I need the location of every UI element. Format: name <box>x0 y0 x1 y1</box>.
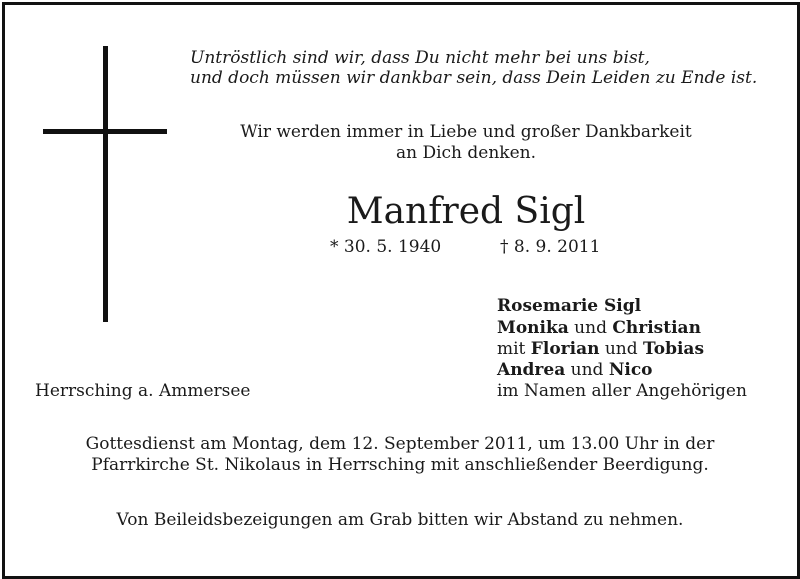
service-line-2: Pfarrkirche St. Nikolaus in Herrsching mit anschließender Beerdigung. <box>91 455 709 475</box>
mourner-name: Rosemarie Sigl <box>497 296 642 316</box>
place-line: Herrsching a. Ammersee <box>35 381 251 401</box>
mourner-line-4 <box>497 360 653 380</box>
mourner-line-1 <box>497 296 641 316</box>
cross-icon-bar <box>43 129 167 134</box>
mourner-name: Nico <box>608 360 653 380</box>
mourner-name: Andrea <box>497 360 566 380</box>
mourner-name: Tobias <box>643 339 705 359</box>
death-date: † 8. 9. 2011 <box>500 237 601 257</box>
mourner-joiner: und <box>565 360 609 380</box>
mourner-prefix: mit <box>497 339 531 359</box>
mourner-name: Christian <box>612 318 701 338</box>
dedication-line-2: an Dich denken. <box>395 143 537 163</box>
birth-date: * 30. 5. 1940 <box>330 237 442 257</box>
mourner-name: Florian <box>530 339 600 359</box>
mourner-name: Monika <box>497 318 569 338</box>
mourner-line-5: im Namen aller Angehörigen <box>497 381 747 401</box>
closing-line: Von Beileidsbezeigungen am Grab bitten wir Abstand zu nehmen. <box>116 510 684 530</box>
mourner-joiner: und <box>599 339 644 359</box>
mourner-joiner: und <box>568 318 613 338</box>
service-line-1: Gottesdienst am Montag, dem 12. September 2011, um 13.00 Uhr in der <box>85 434 715 454</box>
mourner-line-2 <box>497 318 701 338</box>
cross-icon <box>103 46 108 322</box>
quote-line-1: Untröstlich sind wir, dass Du nicht mehr bei uns bist, <box>190 48 650 68</box>
mourner-line-3 <box>497 339 704 359</box>
quote-line-2: und doch müssen wir dankbar sein, dass Dein Leiden zu Ende ist. <box>190 68 758 88</box>
deceased-name: Manfred Sigl <box>346 191 586 232</box>
notice-border <box>2 2 800 579</box>
dedication-line-1: Wir werden immer in Liebe und großer Dankbarkeit <box>240 122 692 142</box>
